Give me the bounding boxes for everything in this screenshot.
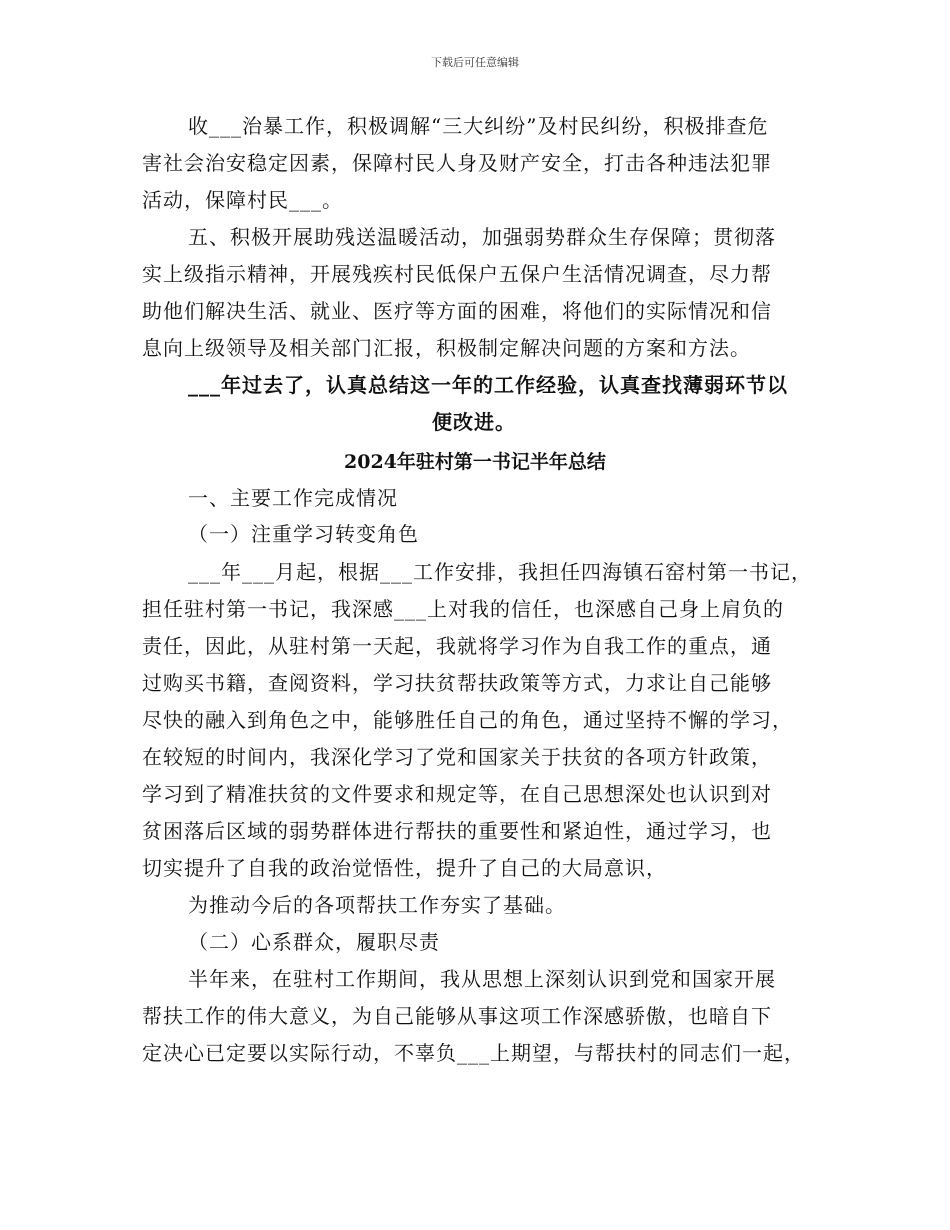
paragraph-2-line-4: 息向上级领导及相关部门汇报，积极制定解决问题的方案和方法。	[142, 336, 751, 360]
paragraph-3-line-8: 贫困落后区域的弱势群体进行帮扶的重要性和紧迫性，通过学习，也	[142, 819, 772, 843]
paragraph-1-line-3: 活动，保障村民___。	[142, 188, 343, 212]
paragraph-3-line-3: 责任，因此，从驻村第一天起，我就将学习作为自我工作的重点，通	[142, 634, 772, 658]
closing-line-2: 便改进。	[432, 410, 516, 434]
paragraph-3-line-7: 学习到了精准扶贫的文件要求和规定等，在自己思想深处也认识到对	[142, 782, 772, 806]
section-1-subheading: （一）注重学习转变角色	[188, 522, 419, 546]
page-header: 下载后可任意编辑	[431, 56, 519, 69]
section-1-heading: 一、主要工作完成情况	[188, 486, 398, 510]
paragraph-3-line-9: 切实提升了自我的政治觉悟性，提升了自己的大局意识，	[142, 856, 667, 880]
closing-line-1: ___年过去了，认真总结这一年的工作经验，认真查找薄弱环节以	[188, 373, 788, 397]
paragraph-1-line-2: 害社会治安稳定因素，保障村民人身及财产安全，打击各种违法犯罪	[142, 151, 772, 175]
paragraph-1-line-1: 收___治暴工作，积极调解“三大纠纷”及村民纠纷，积极排查危	[188, 114, 769, 138]
paragraph-2-line-3: 助他们解决生活、就业、医疗等方面的困难，将他们的实际情况和信	[142, 299, 772, 323]
paragraph-3-line-6: 在较短的时间内，我深化学习了党和国家关于扶贫的各项方针政策，	[142, 745, 772, 769]
paragraph-3-line-5: 尽快的融入到角色之中，能够胜任自己的角色，通过坚持不懈的学习，	[142, 708, 793, 732]
paragraph-2-line-1: 五、积极开展助残送温暖活动，加强弱势群众生存保障；贯彻落	[188, 225, 776, 249]
paragraph-4-line-2: 帮扶工作的伟大意义，为自己能够从事这项工作深感骄傲，也暗自下	[142, 1004, 772, 1028]
paragraph-3-line-2: 担任驻村第一书记，我深感___上对我的信任，也深感自己身上肩负的	[142, 597, 784, 621]
paragraph-4-line-3: 定决心已定要以实际行动，不辜负___上期望，与帮扶村的同志们一起，	[142, 1041, 805, 1065]
paragraph-2-line-2: 实上级指示精神，开展残疾村民低保户五保户生活情况调查，尽力帮	[142, 262, 772, 286]
section-2-subheading: （二）心系群众，履职尽责	[188, 930, 440, 954]
document-title: 2024年驻村第一书记半年总结	[344, 451, 606, 473]
paragraph-3-line-1: ___年___月起，根据___工作安排，我担任四海镇石窑村第一书记，	[188, 560, 812, 584]
paragraph-3-line-4: 过购买书籍，查阅资料，学习扶贫帮扶政策等方式，力求让自己能够	[142, 671, 772, 695]
paragraph-3-line-10: 为推动今后的各项帮扶工作夯实了基础。	[188, 893, 566, 917]
paragraph-4-line-1: 半年来，在驻村工作期间，我从思想上深刻认识到党和国家开展	[188, 967, 776, 991]
